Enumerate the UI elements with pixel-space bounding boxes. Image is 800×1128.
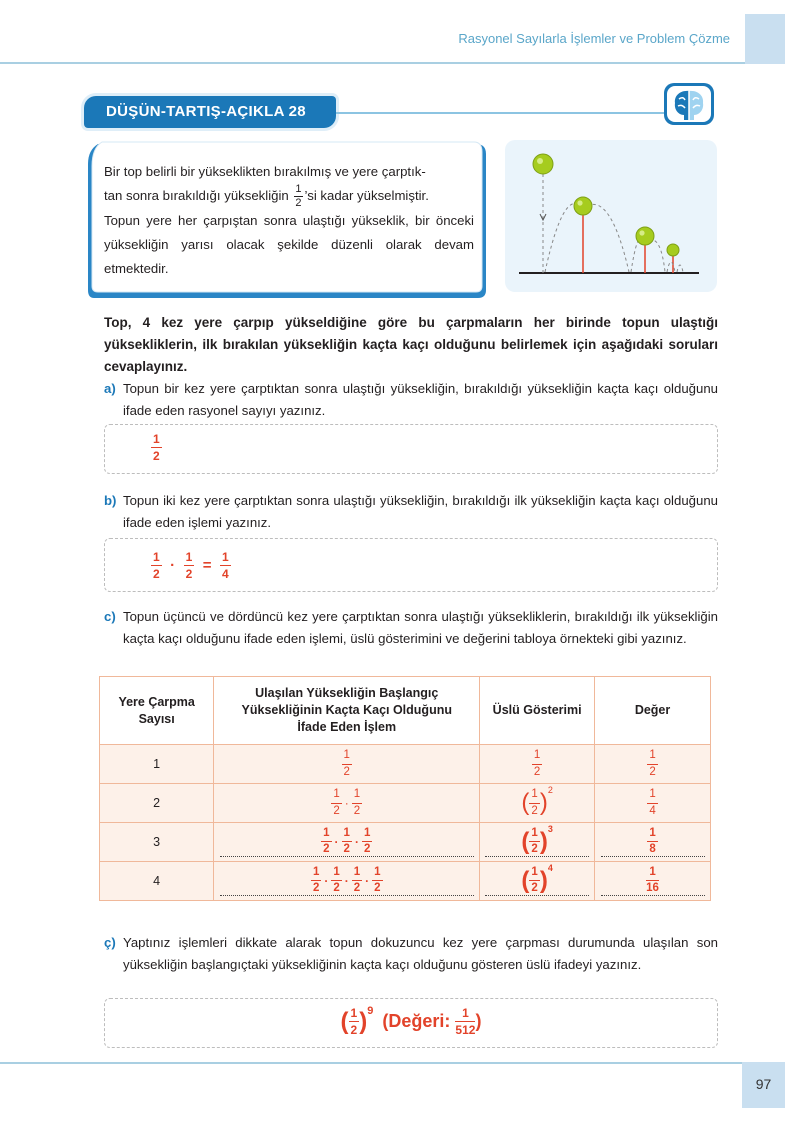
answer-cc-value-label: (Değeri: — [382, 1011, 451, 1031]
question-cc — [104, 932, 718, 976]
row-operation — [214, 862, 480, 901]
fraction-denominator: 2 — [295, 197, 302, 210]
row-value — [595, 862, 711, 901]
answer-b-fraction-2 — [184, 551, 195, 580]
answer-cc-expression — [105, 1007, 717, 1036]
numerator: 1 — [646, 867, 659, 882]
close-paren: ) — [539, 866, 548, 894]
fraction — [647, 789, 657, 817]
story-line-1: Bir top belirli bir yükseklikten bırakılmış ve yere çarptık- — [104, 164, 426, 179]
numerator: 1 — [331, 867, 341, 882]
story-fraction — [294, 184, 302, 209]
row-count: 2 — [100, 784, 214, 823]
row-operation — [214, 823, 480, 862]
numerator: 1 — [342, 750, 352, 765]
header-rule — [0, 62, 745, 64]
banner-rule — [336, 112, 666, 114]
denominator: 2 — [353, 882, 361, 894]
page-number: 97 — [755, 1076, 772, 1092]
header-count: Yere Çarpma Sayısı — [100, 677, 214, 745]
intro-instructions: Top, 4 kez yere çarpıp yükseldiğine göre bu çarpmaların her birinde topun ulaştığı yüksekliklerin, ilk bırakılan yüksekliğin kaçta kaçı olduğunu belirlemek için aşağıdaki soruları cevaplayınız. — [104, 315, 718, 374]
answer-box-cc[interactable] — [104, 998, 718, 1048]
page-header — [0, 0, 800, 68]
fraction — [342, 750, 352, 778]
denominator: 2 — [531, 804, 538, 817]
fraction — [647, 828, 657, 856]
header-value: Değer — [595, 677, 711, 745]
exponent: 2 — [547, 785, 553, 795]
answer-b-fraction-1 — [151, 551, 162, 580]
fraction-numerator: 1 — [295, 183, 302, 196]
numerator: 1 — [529, 867, 539, 882]
question-c-text: Topun üçüncü ve dördüncü kez yere çarptıktan sonra ulaştığı yüksekliklerin, bırakıldığı ilk yüksekliğin kaçta kaçı olduğunu ifade eden işlemi, üslü gösterimini ve değerini tabloya örnekteki gibi yazınız. — [123, 609, 718, 646]
story-text — [104, 160, 474, 281]
results-table — [99, 676, 711, 901]
fraction — [372, 867, 382, 895]
denominator: 512 — [455, 1023, 476, 1037]
fraction — [529, 867, 539, 895]
denominator: 2 — [533, 765, 541, 778]
multiply-dot: · — [344, 873, 349, 888]
row-count: 1 — [100, 745, 214, 784]
row-operation — [214, 784, 480, 823]
answer-b-f2-numerator: 1 — [185, 550, 193, 564]
footer-rule — [0, 1062, 745, 1064]
table-row — [100, 862, 711, 901]
numerator: 1 — [362, 828, 372, 843]
row-value — [595, 745, 711, 784]
fraction — [532, 750, 542, 778]
answer-b-f1-numerator: 1 — [153, 550, 160, 564]
denominator: 4 — [649, 804, 656, 817]
denominator: 2 — [353, 804, 361, 817]
question-cc-label: ç) — [104, 935, 116, 950]
denominator: 2 — [323, 843, 330, 855]
fraction — [352, 867, 362, 895]
close-paren: ) — [539, 789, 548, 816]
denominator: 2 — [531, 882, 538, 894]
answer-box-b[interactable] — [104, 538, 718, 592]
denominator: 2 — [374, 882, 381, 894]
numerator: 1 — [529, 789, 539, 804]
answer-box-a[interactable] — [104, 424, 718, 474]
denominator: 2 — [363, 843, 371, 855]
story-line-2-post: ’si kadar yükselmiştir. — [304, 188, 429, 203]
question-a-label: a) — [104, 381, 116, 396]
row-exponent-form — [480, 823, 595, 862]
bouncing-ball-illustration — [505, 140, 717, 292]
denominator: 2 — [531, 843, 538, 855]
row-exponent-form — [480, 862, 595, 901]
question-c — [104, 606, 718, 650]
denominator: 2 — [649, 765, 656, 778]
table-row — [100, 745, 711, 784]
story-line-2 — [104, 184, 474, 209]
numerator: 1 — [352, 789, 362, 804]
numerator: 1 — [455, 1007, 475, 1022]
multiply-dot: · — [334, 834, 339, 849]
open-paren: ( — [340, 1007, 349, 1035]
numerator: 1 — [321, 828, 331, 843]
question-c-label: c) — [104, 609, 116, 624]
answer-b-multiply: · — [170, 557, 176, 574]
fraction — [331, 789, 341, 817]
fraction — [529, 789, 539, 817]
denominator: 2 — [343, 843, 350, 855]
question-b-label: b) — [104, 493, 117, 508]
open-paren: ( — [521, 866, 530, 894]
denominator: 2 — [333, 804, 340, 817]
fraction — [352, 789, 362, 817]
row-exponent-form — [480, 784, 595, 823]
denominator: 2 — [312, 882, 320, 894]
question-a — [104, 378, 718, 422]
denominator: 2 — [350, 1023, 358, 1037]
fraction — [362, 828, 372, 856]
activity-banner — [84, 96, 336, 128]
close-paren: ) — [539, 827, 548, 855]
row-operation — [214, 745, 480, 784]
table-header-row — [100, 677, 711, 745]
question-a-text: Topun bir kez yere çarptıktan sonra ulaştığı yüksekliğin, bırakıldığı yüksekliğin kaçta kaçı olduğunu ifade eden rasyonel sayıyı yazınız. — [123, 381, 718, 418]
multiply-dot: · — [365, 873, 370, 888]
fraction — [647, 750, 657, 778]
fraction — [331, 867, 341, 895]
answer-b-result — [220, 551, 231, 580]
answer-a-numerator: 1 — [153, 432, 160, 446]
denominator: 2 — [333, 882, 340, 894]
numerator: 1 — [350, 1006, 358, 1020]
close-paren: ) — [359, 1007, 368, 1035]
fraction — [342, 828, 352, 856]
row-value — [595, 784, 711, 823]
brain-icon — [663, 82, 715, 126]
numerator: 1 — [647, 828, 657, 843]
answer-line[interactable] — [601, 867, 705, 896]
open-paren: ( — [521, 827, 530, 855]
numerator: 1 — [342, 828, 352, 843]
exponent: 4 — [547, 862, 553, 873]
story-paragraph-2: Topun yere her çarpıştan sonra ulaştığı yükseklik, bir önceki yüksekliğin yarısı olacak şekilde düzenli olarak devam etmektedir. — [104, 213, 474, 277]
multiply-dot: · — [354, 834, 359, 849]
fraction — [321, 828, 331, 856]
answer-b-f2-denominator: 2 — [185, 567, 193, 581]
answer-line[interactable] — [220, 867, 474, 896]
numerator: 1 — [529, 828, 539, 843]
activity-banner-label: DÜŞÜN-TARTIŞ-AÇIKLA 28 — [106, 103, 306, 120]
chapter-title: Rasyonel Sayılarla İşlemler ve Problem Çözme — [458, 31, 730, 46]
question-b-text: Topun iki kez yere çarptıktan sonra ulaştığı yüksekliğin, bırakıldığı ilk yüksekliğin kaçta kaçı olduğunu ifade eden işlemi yazınız. — [123, 493, 718, 530]
answer-b-result-numerator: 1 — [221, 550, 229, 564]
answer-line[interactable] — [220, 828, 474, 857]
table-row — [100, 784, 711, 823]
fraction — [529, 828, 539, 856]
numerator: 1 — [532, 750, 542, 765]
fraction — [646, 867, 659, 895]
header-tab — [745, 14, 785, 64]
numerator: 1 — [647, 789, 657, 804]
exponent: 3 — [547, 823, 553, 834]
multiply-dot: · — [344, 796, 349, 810]
answer-cc-value — [455, 1007, 475, 1036]
question-cc-text: Yaptınız işlemleri dikkate alarak topun dokuzuncu kez yere çarpması durumunda ulaşılan son yüksekliğin başlangıçtaki yüksekliğinin kaçta kaçı olduğunu gösteren üslü ifadeyi yazınız. — [123, 935, 718, 972]
denominator: 2 — [343, 765, 350, 778]
answer-b-equals: = — [202, 557, 212, 574]
answer-line[interactable] — [601, 828, 705, 857]
story-line-2-pre: tan sonra bırakıldığı yüksekliğin — [104, 188, 289, 203]
header-exponent: Üslü Gösterimi — [480, 677, 595, 745]
answer-cc-close: ) — [475, 1011, 482, 1031]
row-value — [595, 823, 711, 862]
numerator: 1 — [372, 867, 382, 882]
denominator: 16 — [646, 882, 659, 894]
row-count: 3 — [100, 823, 214, 862]
numerator: 1 — [647, 750, 657, 765]
answer-line[interactable] — [485, 823, 589, 857]
question-b — [104, 490, 718, 534]
row-count: 4 — [100, 862, 214, 901]
answer-b-expression — [151, 551, 231, 580]
numerator: 1 — [331, 789, 341, 804]
answer-a-denominator: 2 — [153, 449, 160, 463]
exponent: 9 — [367, 1005, 374, 1017]
open-paren: ( — [521, 789, 530, 816]
answer-cc-base — [349, 1007, 360, 1036]
fraction — [311, 867, 321, 895]
header-operation: Ulaşılan Yüksekliğin Başlangıç Yüksekliğinin Kaçta Kaçı Olduğunu İfade Eden İşlem — [214, 677, 480, 745]
answer-b-f1-denominator: 2 — [153, 567, 160, 581]
answer-b-result-denominator: 4 — [221, 567, 229, 581]
table-row — [100, 823, 711, 862]
multiply-dot: · — [324, 873, 329, 888]
denominator: 8 — [649, 843, 656, 855]
answer-line[interactable] — [485, 862, 589, 896]
row-exponent-form — [480, 745, 595, 784]
numerator: 1 — [311, 867, 321, 882]
numerator: 1 — [352, 867, 362, 882]
answer-a-fraction — [151, 433, 162, 462]
